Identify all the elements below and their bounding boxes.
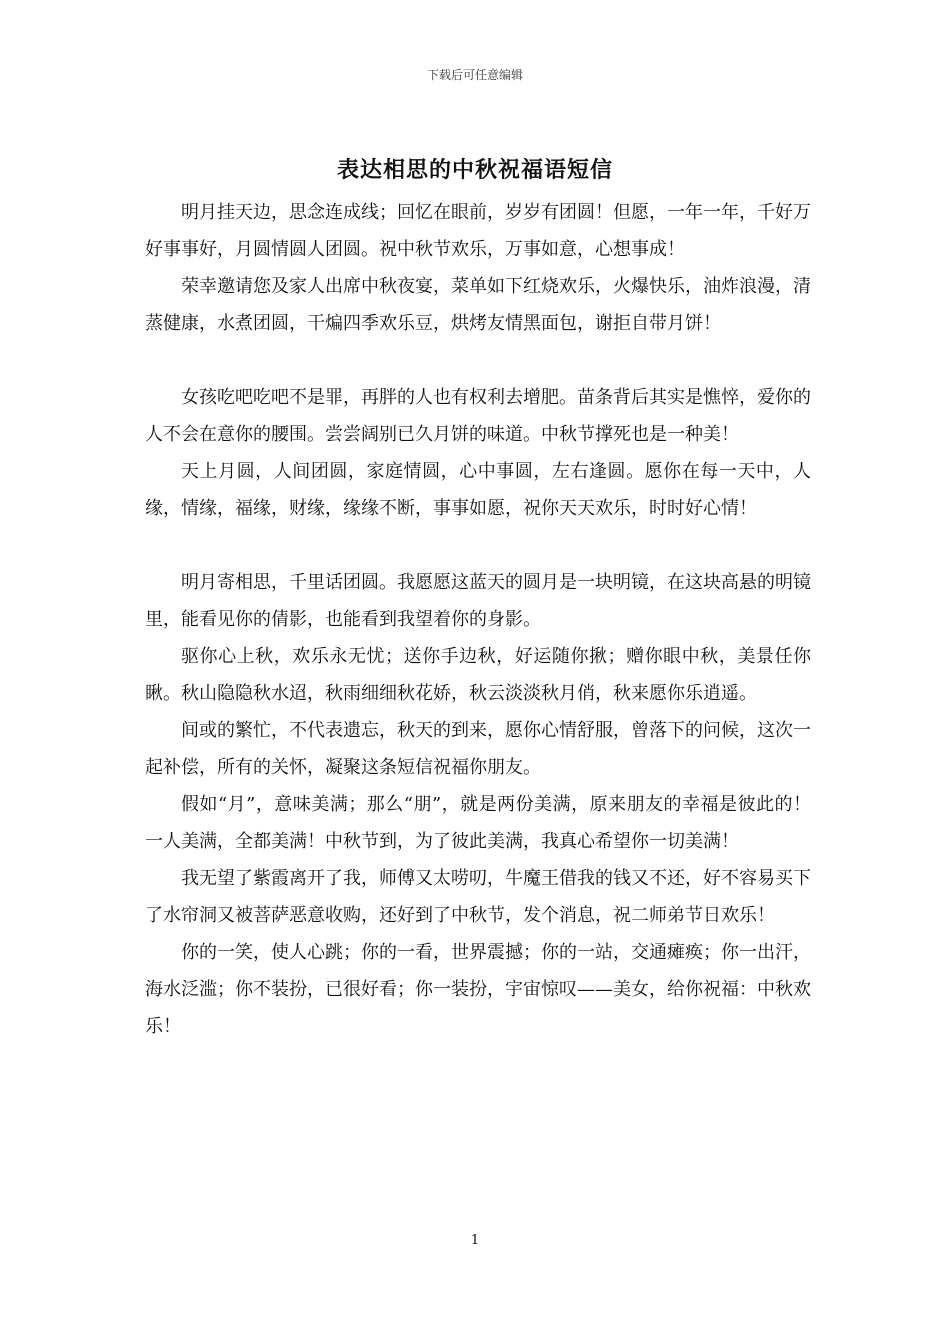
paragraph: 驱你心上秋，欢乐永无忧；送你手边秋，好运随你揪；赠你眼中秋，美景任你瞅。秋山隐隐秋水迢，秋雨细细秋花娇，秋云淡淡秋月俏，秋来愿你乐逍遥。 xyxy=(145,646,811,704)
page-header: 下载后可任意编辑 xyxy=(426,68,523,82)
paragraph: 你的一笑，使人心跳；你的一看，世界震撼；你的一站，交通瘫痪；你一出汗，海水泛滥；你不装扮，已很好看；你一装扮，宇宙惊叹——美女，给你祝福：中秋欢乐！ xyxy=(145,942,811,1037)
blank-line xyxy=(145,527,811,564)
paragraph: 女孩吃吧吃吧不是罪，再胖的人也有权利去增肥。苗条背后其实是憔悴，爱你的人不会在意你的腰围。尝尝阔别已久月饼的味道。中秋节撑死也是一种美！ xyxy=(145,387,811,445)
page-number: 1 xyxy=(470,1233,480,1248)
paragraph: 我无望了紫霞离开了我，师傅又太唠叨，牛魔王借我的钱又不还，好不容易买下了水帘洞又被菩萨恶意收购，还好到了中秋节，发个消息，祝二师弟节日欢乐！ xyxy=(145,868,811,926)
paragraph: 间或的繁忙，不代表遗忘，秋天的到来，愿你心情舒服，曾落下的问候，这次一起补偿，所有的关怀，凝聚这条短信祝福你朋友。 xyxy=(145,720,811,778)
document-title: 表达相思的中秋祝福语短信 xyxy=(336,158,613,183)
blank-line xyxy=(145,342,811,379)
paragraph: 荣幸邀请您及家人出席中秋夜宴，菜单如下红烧欢乐，火爆快乐，油炸浪漫，清蒸健康，水煮团圆，干煸四季欢乐豆，烘烤友情黑面包，谢拒自带月饼！ xyxy=(145,276,811,334)
paragraph: 明月挂天边，思念连成线；回忆在眼前，岁岁有团圆！但愿，一年一年，千好万好事事好，月圆情圆人团圆。祝中秋节欢乐，万事如意，心想事成！ xyxy=(145,202,811,260)
paragraph: 明月寄相思，千里话团圆。我愿愿这蓝天的圆月是一块明镜，在这块高悬的明镜里，能看见你的倩影，也能看到我望着你的身影。 xyxy=(145,572,811,630)
document-body xyxy=(145,194,811,1045)
paragraph: 天上月圆，人间团圆，家庭情圆，心中事圆，左右逢圆。愿你在每一天中，人缘，情缘，福缘，财缘，缘缘不断，事事如愿，祝你天天欢乐，时时好心情！ xyxy=(145,461,811,519)
paragraph: 假如“月”，意味美满；那么“朋”，就是两份美满，原来朋友的幸福是彼此的！一人美满，全都美满！中秋节到，为了彼此美满，我真心希望你一切美满！ xyxy=(145,794,811,852)
